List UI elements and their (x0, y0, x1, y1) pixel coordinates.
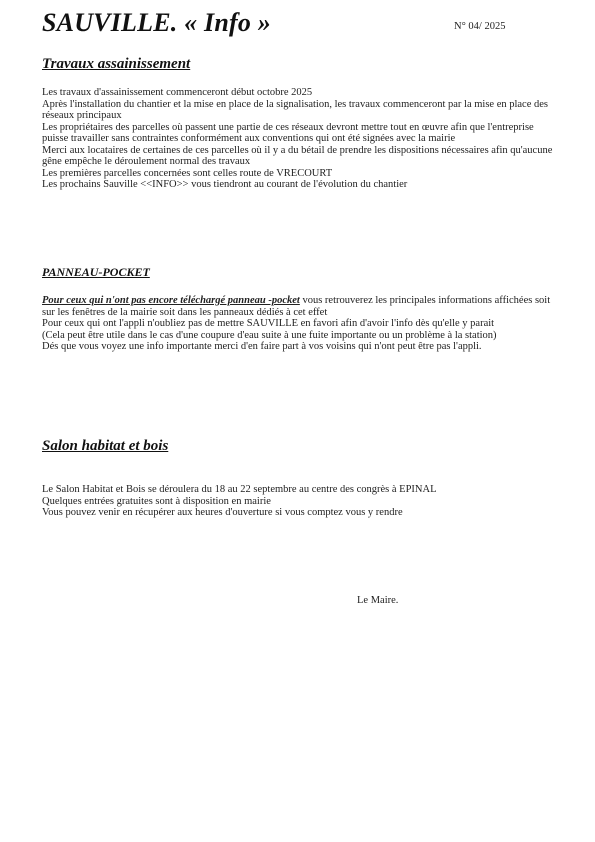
paragraph: Les premières parcelles concernées sont celles route de VRECOURT (42, 167, 333, 179)
paragraph: Vous pouvez venir en récupérer aux heures d'ouverture si vous comptez vous y rendre (42, 507, 403, 518)
section-heading-panneau-pocket: PANNEAU-POCKET (42, 265, 150, 279)
section-heading-travaux: Travaux assainissement (42, 56, 191, 72)
lead-rest: vous retrouverez les principales informations affichées soit sur les fenêtres de la mairie soit dans les panneaux dédiés à cet effet (42, 295, 551, 318)
lead-emphasis: Pour ceux qui n'ont pas encore téléchargé panneau -pocket (42, 295, 300, 306)
newsletter-title: SAUVILLE. « Info » (42, 8, 271, 37)
signature: Le Maire. (357, 595, 399, 606)
paragraph: Quelques entrées gratuites sont à disposition en mairie (42, 495, 271, 507)
paragraph: Les propriétaires des parcelles où passent une partie de ces réseaux devront mettre tout en œuvre afin que l'entreprise puisse travailler sans contraintes conformément aux conventions qui ont été signées avec la mairie (42, 121, 534, 144)
paragraph: Pour ceux qui ont l'appli n'oubliez pas de mettre SAUVILLE en favori afin d'avoir l'info dès qu'elle y parait (42, 318, 495, 329)
paragraph: Dés que vous voyez une info importante merci d'en faire part à vos voisins qui n'ont peut être pas l'appli. (42, 341, 482, 352)
paragraph: Les travaux d'assainissement commenceront début octobre 2025 (42, 87, 313, 98)
paragraph: Merci aux locataires de certaines de ces parcelles où il y a du bétail de prendre les dispositions nécessaires afin qu'aucune gêne empêche le déroulement normal des travaux (42, 144, 553, 167)
paragraph: (Cela peut être utile dans le cas d'une coupure d'eau suite à une fuite importante ou un problème à la station) (42, 329, 497, 341)
paragraph: Le Salon Habitat et Bois se déroulera du 18 au 22 septembre au centre des congrès à EPINAL (42, 484, 437, 495)
section-body-salon (42, 484, 557, 519)
section-body-travaux (42, 87, 557, 191)
paragraph: Après l'installation du chantier et la mise en place de la signalisation, les travaux commenceront par la mise en place des réseaux principaux (42, 98, 549, 121)
paragraph: Les prochains Sauville <<INFO>> vous tiendront au courant de l'évolution du chantier (42, 179, 408, 190)
section-heading-salon: Salon habitat et bois (42, 438, 169, 454)
issue-number: N° 04/ 2025 (454, 21, 506, 32)
paragraph-lead (42, 295, 557, 318)
section-body-panneau-pocket (42, 295, 557, 353)
